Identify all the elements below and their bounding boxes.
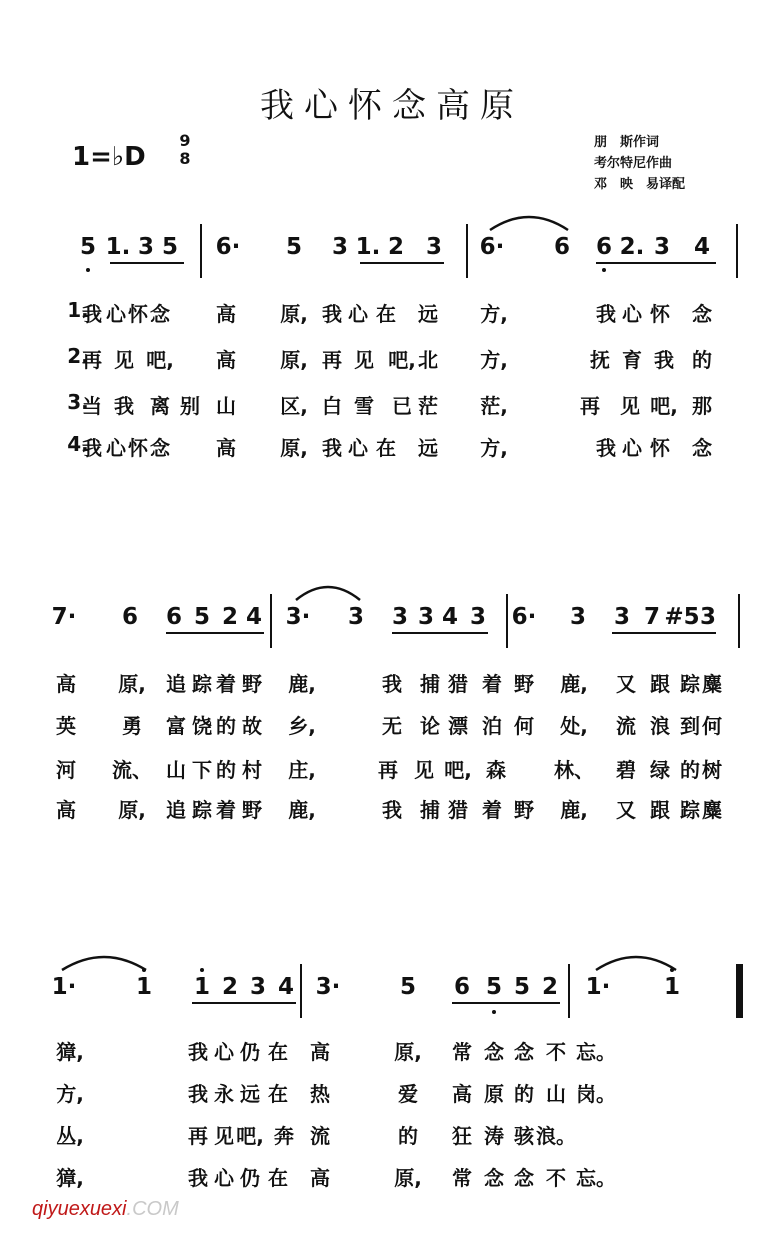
lyric-syllable: 踪 — [192, 798, 212, 822]
lyric-syllable: 捕 — [420, 672, 440, 696]
watermark-gray: .COM — [126, 1198, 179, 1220]
lyric-syllable: 何 — [514, 714, 534, 738]
lyric-syllable: 我 — [596, 436, 616, 460]
lyric-syllable: 野 — [514, 672, 534, 696]
lyric-syllable: 2. — [67, 344, 89, 368]
note: 3 — [469, 604, 487, 630]
lyric-syllable: 方, — [480, 302, 508, 326]
lyric-syllable: 河 — [56, 758, 76, 782]
lyric-syllable: 吧, — [650, 394, 678, 418]
lyric-syllable: 方, — [56, 1082, 84, 1106]
note: 5 — [399, 974, 417, 1000]
lyric-syllable: 绿 — [650, 758, 670, 782]
note: 5 — [161, 234, 179, 260]
lyric-syllable: 不 — [546, 1166, 566, 1190]
lyric-syllable: 我 — [382, 672, 402, 696]
lyric-syllable: 1. — [67, 298, 89, 322]
lyric-syllable: 树 — [702, 758, 722, 782]
lyric-syllable: 念 — [692, 436, 712, 460]
lyric-syllable: 何 — [702, 714, 722, 738]
note: 1. — [105, 234, 131, 260]
lyric-syllable: 高 — [56, 672, 76, 696]
lyric-syllable: 见 — [354, 348, 374, 372]
lyric-syllable: 丛, — [56, 1124, 84, 1148]
lyric-syllable: 区, — [280, 394, 308, 418]
lyric-syllable: 故 — [242, 714, 262, 738]
lyric-syllable: 心 — [106, 436, 126, 460]
lyric-syllable: 那 — [692, 394, 712, 418]
note: 6· — [511, 604, 537, 630]
lyric-syllable: 奔 — [274, 1124, 294, 1148]
lyric-syllable: 心 — [348, 302, 368, 326]
lyric-syllable: 再 — [322, 348, 342, 372]
meter-top: 9 — [179, 131, 191, 150]
lyric-syllable: 念 — [692, 302, 712, 326]
lyric-syllable: 原 — [484, 1082, 504, 1106]
lyric-syllable: 勇 — [122, 714, 142, 738]
lyric-syllable: 着 — [482, 672, 502, 696]
note: 6· — [479, 234, 505, 260]
lyric-syllable: 念 — [484, 1040, 504, 1064]
lyric-syllable: 踪 — [680, 798, 700, 822]
lyric-syllable: 吧, — [388, 348, 416, 372]
lyric-syllable: 我 — [322, 436, 342, 460]
note: 1· — [585, 974, 611, 1000]
lyric-syllable: 獐, — [56, 1166, 84, 1190]
note: 5 — [79, 234, 97, 260]
lyric-syllable: 漂 — [448, 714, 468, 738]
note: 7 — [643, 604, 661, 630]
lyric-syllable: 饶 — [192, 714, 212, 738]
watermark — [32, 1198, 179, 1221]
lyric-syllable: 再 — [82, 348, 102, 372]
lyric-syllable: 原, — [280, 436, 308, 460]
note: 4 — [245, 604, 263, 630]
lyric-syllable: 高 — [310, 1166, 330, 1190]
lyric-syllable: 心 — [106, 302, 126, 326]
lyric-syllable: 我 — [596, 302, 616, 326]
lyric-syllable: 庄, — [288, 758, 316, 782]
note: 2. — [619, 234, 645, 260]
lyric-syllable: 高 — [452, 1082, 472, 1106]
lyric-syllable: 在 — [268, 1040, 288, 1064]
lyric-syllable: 着 — [482, 798, 502, 822]
note: 1 — [135, 974, 153, 1000]
lyric-syllable: 原, — [394, 1166, 422, 1190]
lyric-syllable: 高 — [216, 348, 236, 372]
lyric-syllable: 别 — [180, 394, 200, 418]
lyric-syllable: 高 — [216, 436, 236, 460]
lyric-syllable: 狂 — [452, 1124, 472, 1148]
lyric-syllable: 4. — [67, 432, 89, 456]
lyric-syllable: 原, — [118, 798, 146, 822]
lyric-syllable: 跟 — [650, 672, 670, 696]
lyric-syllable: 远 — [240, 1082, 260, 1106]
note: 3 — [425, 234, 443, 260]
page-title: 我心怀念高原 — [260, 86, 524, 126]
lyric-syllable: 吧, — [236, 1124, 264, 1148]
lyric-syllable: 育 — [622, 348, 642, 372]
lyric-syllable: 鹿, — [560, 798, 588, 822]
lyric-syllable: 猎 — [448, 672, 468, 696]
lyric-syllable: 骇 — [514, 1124, 534, 1148]
lyric-syllable: 念 — [514, 1040, 534, 1064]
lyric-syllable: 流、 — [112, 758, 152, 782]
note: 1 — [193, 974, 211, 1000]
note: 5 — [513, 974, 531, 1000]
lyric-syllable: 心 — [214, 1166, 234, 1190]
note: 5 — [485, 974, 503, 1000]
note: 2 — [221, 974, 239, 1000]
tie-arc — [62, 957, 146, 970]
lyric-syllable: 怀 — [650, 436, 670, 460]
note: 3 — [391, 604, 409, 630]
lyric-syllable: 白 — [322, 394, 342, 418]
lyric-syllable: 鹿, — [560, 672, 588, 696]
lyric-syllable: 茫 — [418, 394, 438, 418]
lyric-syllable: 村 — [242, 758, 262, 782]
lyric-syllable: 着 — [216, 798, 236, 822]
lyric-syllable: 我 — [654, 348, 674, 372]
note: 4 — [441, 604, 459, 630]
lyric-syllable: 已 — [392, 394, 412, 418]
lyric-syllable: 的 — [398, 1124, 418, 1148]
lyric-syllable: 野 — [242, 798, 262, 822]
credit-translator: 邓 映 易译配 — [594, 177, 686, 192]
lyric-syllable: 又 — [616, 672, 636, 696]
lyric-syllable: 再 — [580, 394, 600, 418]
lyric-syllable: 心 — [622, 436, 642, 460]
lyric-syllable: 心 — [214, 1040, 234, 1064]
lyric-syllable: 野 — [242, 672, 262, 696]
note: 4 — [693, 234, 711, 260]
lyric-syllable: 我 — [382, 798, 402, 822]
lyric-syllable: 论 — [420, 714, 440, 738]
watermark-red: qiyuexuexi — [32, 1198, 127, 1220]
lyric-syllable: 怀 — [128, 302, 148, 326]
lyric-syllable: 我 — [188, 1082, 208, 1106]
note: 1. — [355, 234, 381, 260]
lyric-syllable: 踪 — [680, 672, 700, 696]
lyric-syllable: 处, — [560, 714, 588, 738]
lyric-syllable: 原, — [280, 302, 308, 326]
note: 3 — [347, 604, 365, 630]
note: 3 — [699, 604, 717, 630]
note: 3 — [137, 234, 155, 260]
credit-lyricist: 朋 斯作词 — [594, 135, 660, 150]
note: 7· — [51, 604, 77, 630]
note: 2 — [387, 234, 405, 260]
lyric-syllable: 到 — [680, 714, 700, 738]
note: 6 — [595, 234, 613, 260]
lyric-syllable: 流 — [616, 714, 636, 738]
lyric-syllable: 不 — [546, 1040, 566, 1064]
lyric-syllable: 在 — [376, 436, 396, 460]
lyric-syllable: 我 — [188, 1040, 208, 1064]
lyric-syllable: 原, — [394, 1040, 422, 1064]
lyric-syllable: 爱 — [398, 1082, 418, 1106]
lyric-syllable: 在 — [376, 302, 396, 326]
lyric-syllable: 涛 — [484, 1124, 504, 1148]
lyric-syllable: 泊 — [482, 714, 502, 738]
note: 6 — [165, 604, 183, 630]
lyric-syllable: 无 — [382, 714, 402, 738]
lyric-syllable: 吧, — [444, 758, 472, 782]
lyric-syllable: 下 — [192, 758, 212, 782]
meter-bottom: 8 — [179, 149, 191, 168]
lyric-syllable: 流 — [310, 1124, 330, 1148]
lyric-syllable: 的 — [692, 348, 712, 372]
lyric-syllable: 我 — [82, 436, 102, 460]
note: 3 — [653, 234, 671, 260]
lyric-syllable: 高 — [56, 798, 76, 822]
lyric-syllable: 我 — [188, 1166, 208, 1190]
credit-composer: 考尔特尼作曲 — [594, 156, 673, 171]
tie-arc — [296, 587, 360, 600]
lyric-syllable: 山 — [546, 1082, 566, 1106]
lyric-syllable: 忘。 — [576, 1166, 616, 1190]
lyric-syllable: 浪 — [650, 714, 670, 738]
lyric-syllable: 我 — [322, 302, 342, 326]
lyric-syllable: 我 — [82, 302, 102, 326]
lyric-syllable: 跟 — [650, 798, 670, 822]
tie-arc — [596, 957, 676, 970]
lyric-syllable: 又 — [616, 798, 636, 822]
lyric-syllable: 当 — [82, 394, 102, 418]
lyric-syllable: 雪 — [354, 394, 374, 418]
lyric-syllable: 的 — [514, 1082, 534, 1106]
note: 5 — [285, 234, 303, 260]
lyric-syllable: 踪 — [192, 672, 212, 696]
note: 1· — [51, 974, 77, 1000]
lyric-syllable: 着 — [216, 672, 236, 696]
lyric-syllable: 追 — [166, 798, 186, 822]
lyric-syllable: 乡, — [288, 714, 316, 738]
lyric-syllable: 麋 — [702, 672, 722, 696]
lyric-syllable: 仍 — [240, 1166, 260, 1190]
lyric-syllable: 麋 — [702, 798, 722, 822]
lyric-syllable: 高 — [216, 302, 236, 326]
lyric-syllable: 怀 — [128, 436, 148, 460]
note: 3 — [613, 604, 631, 630]
lyric-syllable: 捕 — [420, 798, 440, 822]
lyric-syllable: 见 — [620, 394, 640, 418]
lyric-syllable: 离 — [150, 394, 170, 418]
lyric-syllable: 怀 — [650, 302, 670, 326]
note: 2 — [541, 974, 559, 1000]
lyric-syllable: 念 — [150, 436, 170, 460]
lyric-syllable: 方, — [480, 436, 508, 460]
lyric-syllable: 的 — [680, 758, 700, 782]
lyric-syllable: 浪。 — [536, 1124, 576, 1148]
lyric-syllable: 野 — [514, 798, 534, 822]
note: 6 — [121, 604, 139, 630]
lyric-syllable: 森 — [486, 758, 506, 782]
lyric-syllable: 心 — [622, 302, 642, 326]
lyric-syllable: 在 — [268, 1166, 288, 1190]
note: 4 — [277, 974, 295, 1000]
lyric-syllable: 原, — [118, 672, 146, 696]
lyric-syllable: 在 — [268, 1082, 288, 1106]
note: 6· — [215, 234, 241, 260]
note: 3 — [249, 974, 267, 1000]
lyric-syllable: 鹿, — [288, 672, 316, 696]
lyric-syllable: 再 — [188, 1124, 208, 1148]
lyric-syllable: 念 — [514, 1166, 534, 1190]
lyric-syllable: 见 — [414, 758, 434, 782]
lyric-syllable: 追 — [166, 672, 186, 696]
lyric-syllable: 碧 — [616, 758, 636, 782]
note: 6 — [453, 974, 471, 1000]
lyric-syllable: 吧, — [146, 348, 174, 372]
key-signature: 1=♭D — [72, 142, 146, 172]
lyric-syllable: 山 — [216, 394, 236, 418]
lyric-syllable: 再 — [378, 758, 398, 782]
lyric-syllable: 见 — [214, 1124, 234, 1148]
lyric-syllable: 方, — [480, 348, 508, 372]
lyric-syllable: 常 — [452, 1166, 472, 1190]
note: #5 — [664, 604, 700, 630]
note: 3· — [285, 604, 311, 630]
lyric-syllable: 原, — [280, 348, 308, 372]
lyric-syllable: 抚 — [590, 348, 610, 372]
lyric-syllable: 猎 — [448, 798, 468, 822]
lyric-syllable: 念 — [150, 302, 170, 326]
lyric-syllable: 永 — [214, 1082, 234, 1106]
lyric-syllable: 高 — [310, 1040, 330, 1064]
lyric-syllable: 远 — [418, 436, 438, 460]
lyric-syllable: 见 — [114, 348, 134, 372]
note: 5 — [193, 604, 211, 630]
lyric-syllable: 茫, — [480, 394, 508, 418]
lyric-syllable: 獐, — [56, 1040, 84, 1064]
lyric-syllable: 岗。 — [576, 1082, 616, 1106]
lyric-syllable: 英 — [56, 714, 76, 738]
lyric-syllable: 3. — [67, 390, 89, 414]
lyric-syllable: 鹿, — [288, 798, 316, 822]
lyric-syllable: 念 — [484, 1166, 504, 1190]
note: 1 — [663, 974, 681, 1000]
lyric-syllable: 仍 — [240, 1040, 260, 1064]
lyric-syllable: 富 — [166, 714, 186, 738]
tie-arc — [490, 217, 568, 230]
lyric-syllable: 忘。 — [576, 1040, 616, 1064]
lyric-syllable: 山 — [166, 758, 186, 782]
lyric-syllable: 的 — [216, 758, 236, 782]
lyric-syllable: 心 — [348, 436, 368, 460]
lyric-syllable: 远 — [418, 302, 438, 326]
note: 3 — [331, 234, 349, 260]
note: 3 — [417, 604, 435, 630]
lyric-syllable: 热 — [310, 1082, 330, 1106]
lyric-syllable: 林、 — [554, 758, 594, 782]
note: 3· — [315, 974, 341, 1000]
lyric-syllable: 的 — [216, 714, 236, 738]
lyric-syllable: 常 — [452, 1040, 472, 1064]
lyric-syllable: 我 — [114, 394, 134, 418]
note: 2 — [221, 604, 239, 630]
note: 3 — [569, 604, 587, 630]
lyric-syllable: 北 — [418, 348, 438, 372]
note: 6 — [553, 234, 571, 260]
